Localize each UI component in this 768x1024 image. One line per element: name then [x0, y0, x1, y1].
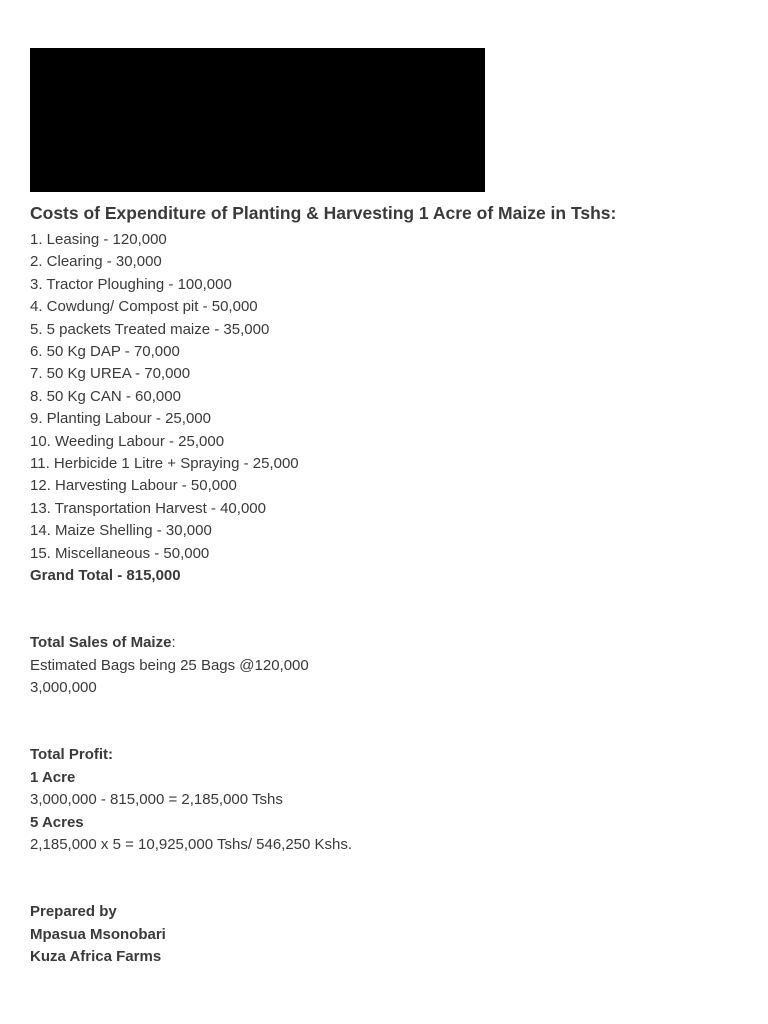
preparer-organization: Kuza Africa Farms: [30, 947, 162, 965]
expense-item: 10. Weeding Labour - 25,000: [30, 432, 225, 450]
sales-heading-line: [30, 632, 750, 654]
profit-one-acre-label: 1 Acre: [30, 768, 76, 786]
expense-item: 9. Planting Labour - 25,000: [30, 410, 211, 428]
profit-five-acres-label: 5 Acres: [30, 813, 84, 831]
document-body: [30, 201, 750, 968]
profit-heading: Total Profit:: [30, 746, 114, 764]
grand-total: Grand Total - 815,000: [30, 567, 181, 585]
expense-item: 14. Maize Shelling - 30,000: [30, 522, 212, 540]
sales-heading-colon: :: [171, 634, 176, 652]
profit-one-acre-calc: 3,000,000 - 815,000 = 2,185,000 Tshs: [30, 791, 283, 809]
document-title: Costs of Expenditure of Planting & Harvesting 1 Acre of Maize in Tshs:: [30, 203, 617, 223]
expense-item: 6. 50 Kg DAP - 70,000: [30, 343, 180, 361]
expense-list: [30, 229, 750, 565]
expense-item: 12. Harvesting Labour - 50,000: [30, 477, 237, 495]
expense-item: 11. Herbicide 1 Litre + Spraying - 25,000: [30, 455, 299, 473]
expense-item: 4. Cowdung/ Compost pit - 50,000: [30, 298, 258, 316]
sales-heading: Total Sales of Maize: [30, 634, 172, 652]
expense-item: 5. 5 packets Treated maize - 35,000: [30, 320, 270, 338]
redacted-image-block: [30, 48, 485, 192]
profit-five-acres-calc: 2,185,000 x 5 = 10,925,000 Tshs/ 546,250 Kshs.: [30, 835, 353, 853]
sales-amount: 3,000,000: [30, 679, 97, 697]
expense-item: 8. 50 Kg CAN - 60,000: [30, 387, 181, 405]
expense-item: 7. 50 Kg UREA - 70,000: [30, 365, 191, 383]
sales-estimate: Estimated Bags being 25 Bags @120,000: [30, 656, 309, 674]
preparer-name: Mpasua Msonobari: [30, 925, 166, 943]
expense-item: 2. Clearing - 30,000: [30, 253, 162, 271]
expense-item: 15. Miscellaneous - 50,000: [30, 544, 210, 562]
prepared-by-label: Prepared by: [30, 903, 117, 921]
expense-item: 13. Transportation Harvest - 40,000: [30, 499, 266, 517]
expense-item: 3. Tractor Ploughing - 100,000: [30, 275, 232, 293]
expense-item: 1. Leasing - 120,000: [30, 231, 167, 248]
